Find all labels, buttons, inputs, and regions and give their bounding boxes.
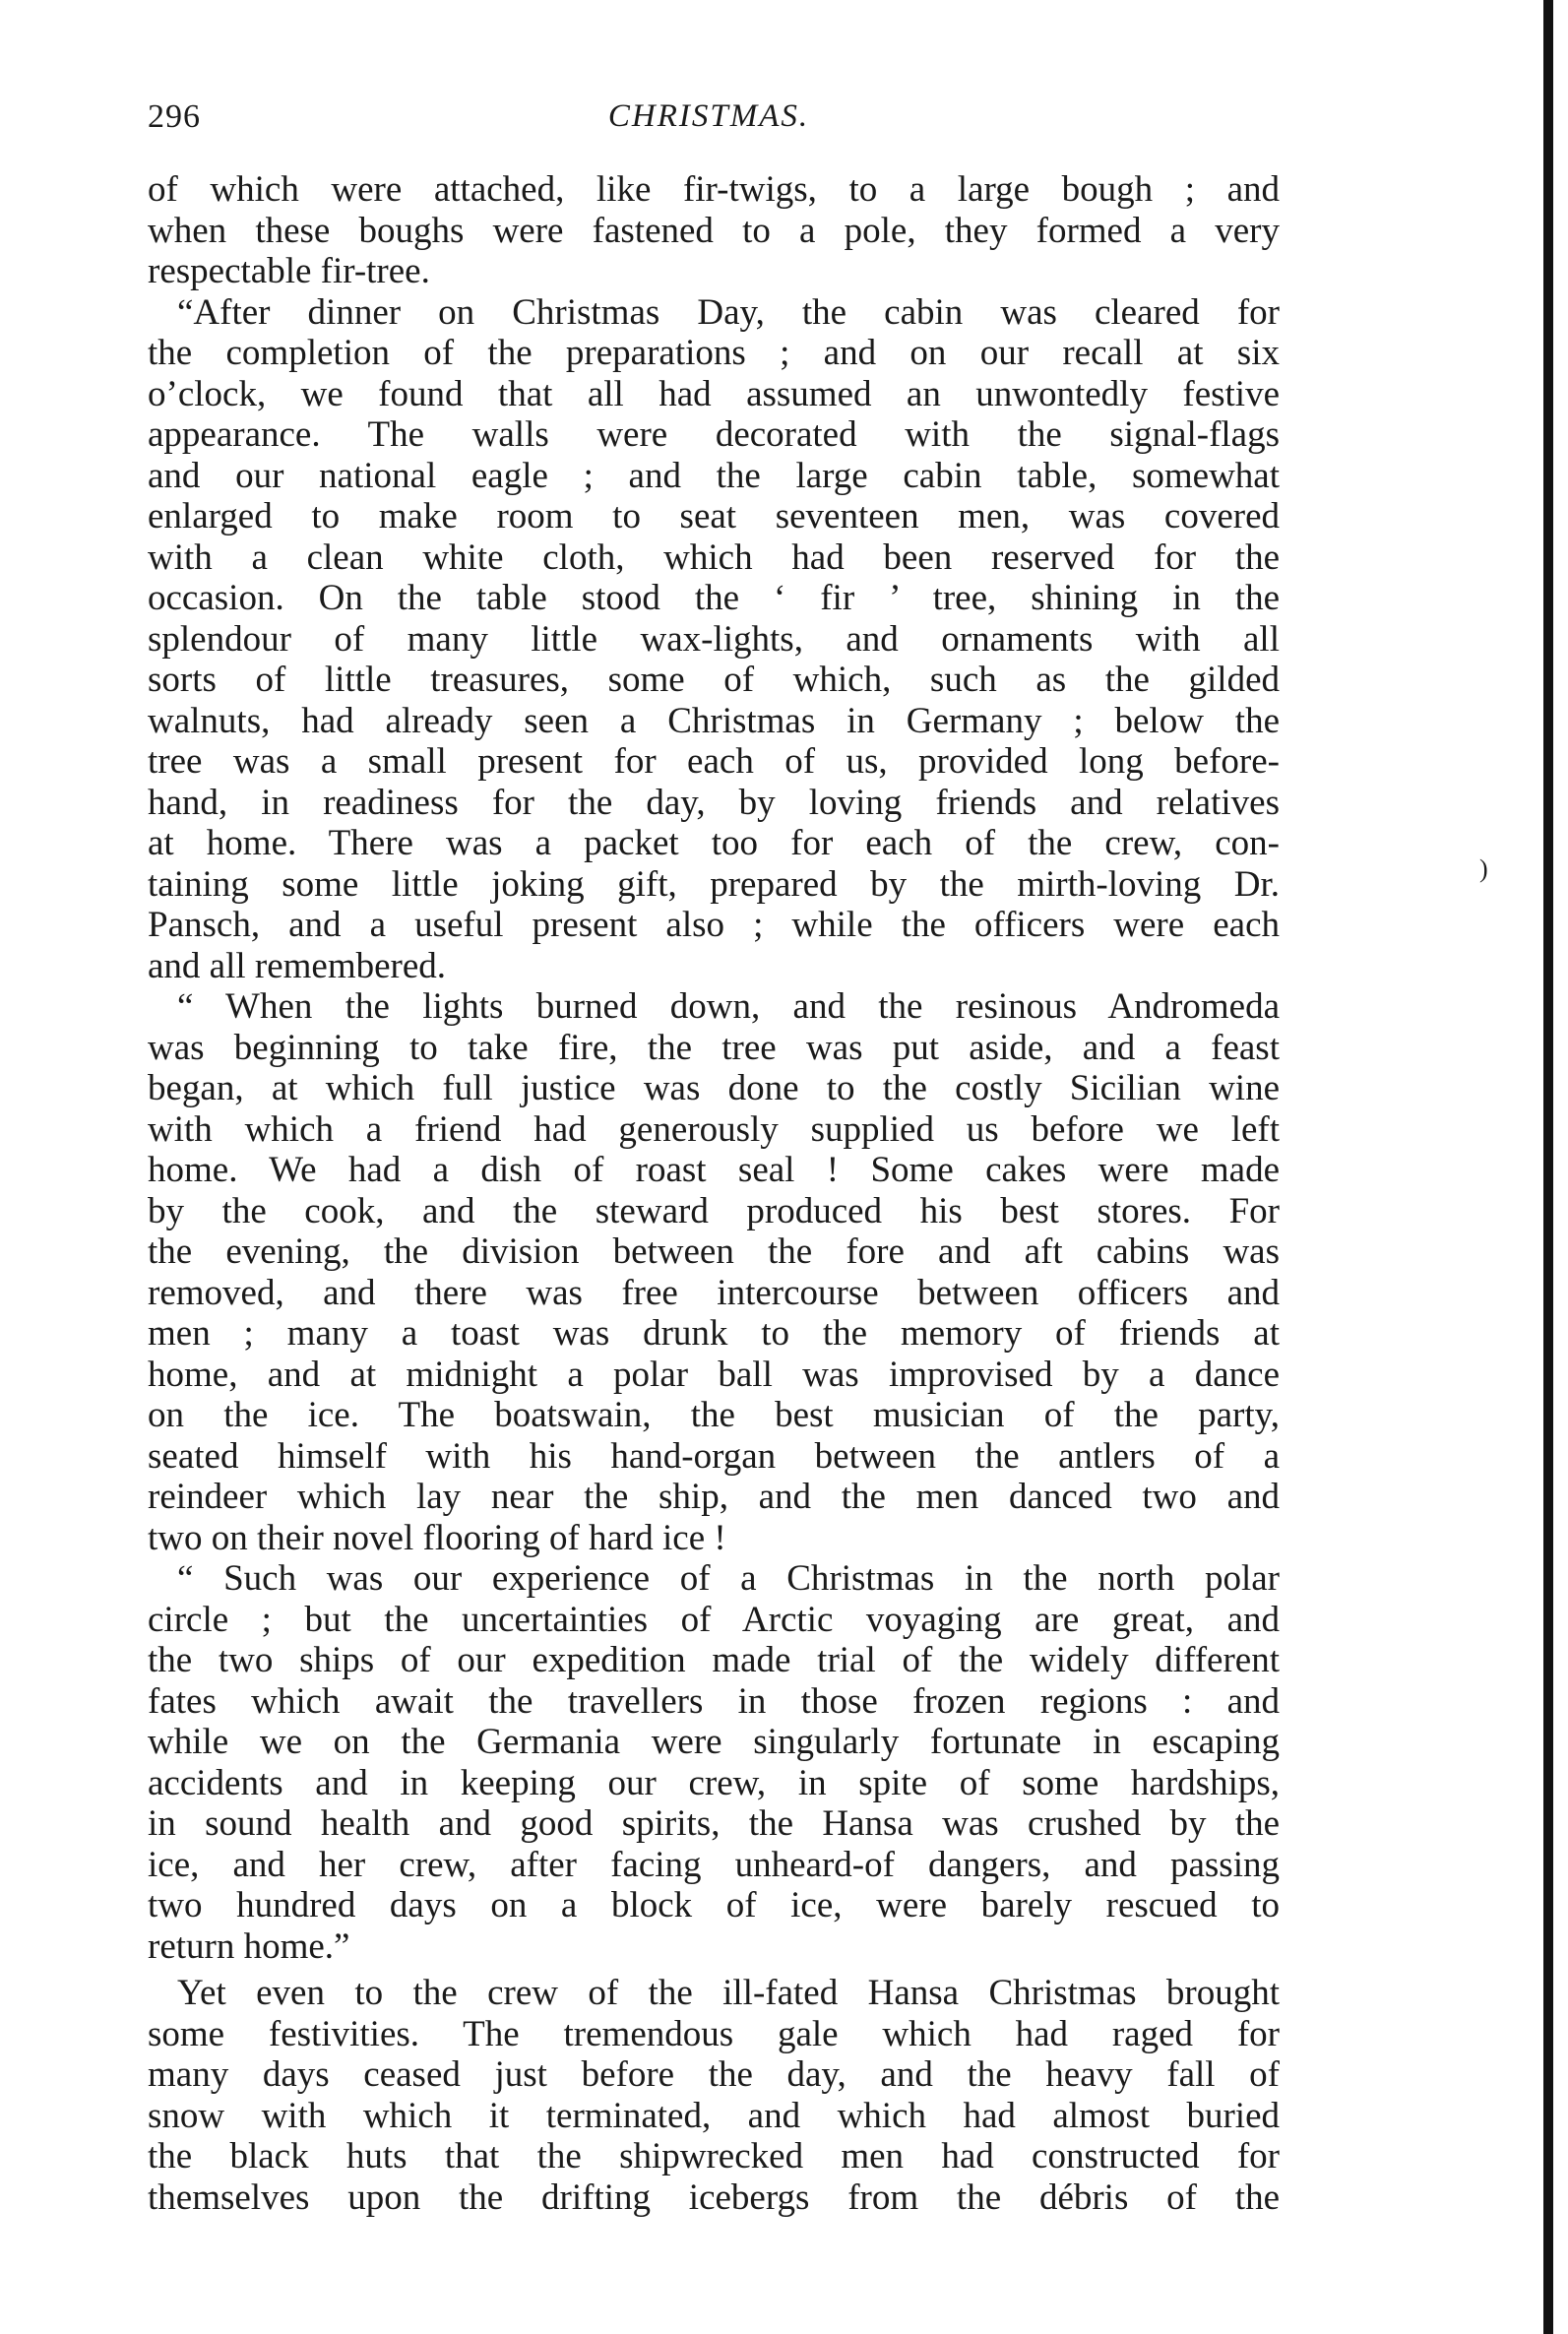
page-binding-edge xyxy=(1543,0,1553,2334)
text-line: removed, and there was free intercourse between officers and xyxy=(148,1272,1280,1313)
text-line: fates which await the travellers in those frozen regions : and xyxy=(148,1680,1280,1722)
text-line: on the ice. The boatswain, the best musician of the party, xyxy=(148,1395,1280,1435)
text-line: hand, in readiness for the day, by loving friends and relatives xyxy=(148,782,1280,823)
text-line: many days ceased just before the day, and the heavy fall of xyxy=(148,2054,1280,2095)
text-line: themselves upon the drifting icebergs from the débris of the xyxy=(148,2176,1280,2218)
text-line: home. We had a dish of roast seal ! Some cakes were made xyxy=(148,1150,1280,1190)
text-line: some festivities. The tremendous gale which had raged for xyxy=(148,2013,1280,2054)
text-line: with which a friend had generously supplied us before we left xyxy=(148,1108,1280,1150)
text-line: accidents and in keeping our crew, in spite of some hardships, xyxy=(148,1762,1280,1803)
text-line: return home.” xyxy=(148,1925,350,1967)
text-line: Pansch, and a useful present also ; while the officers were each xyxy=(148,905,1280,945)
text-line: two on their novel flooring of hard ice ! xyxy=(148,1517,726,1558)
text-line: “ Such was our experience of a Christmas in the north polar xyxy=(177,1558,1280,1599)
text-line: when these boughs were fastened to a pole, they formed a very xyxy=(148,210,1280,251)
text-line: home, and at midnight a polar ball was improvised by a dance xyxy=(148,1354,1280,1395)
text-line: o’clock, we found that all had assumed an unwontedly festive xyxy=(148,373,1280,414)
running-title: CHRISTMAS. xyxy=(607,98,810,134)
text-line: taining some little joking gift, prepared by the mirth-loving Dr. xyxy=(148,863,1280,905)
text-line: two hundred days on a block of ice, were barely rescued to xyxy=(148,1885,1280,1925)
text-line: the black huts that the shipwrecked men had constructed for xyxy=(148,2136,1280,2176)
text-line: at home. There was a packet too for each of the crew, con- xyxy=(148,823,1280,863)
text-line: men ; many a toast was drunk to the memory of friends at xyxy=(148,1313,1280,1354)
text-line: and all remembered. xyxy=(148,945,447,986)
text-line: ice, and her crew, after facing unheard-of dangers, and passing xyxy=(148,1844,1280,1885)
text-line: with a clean white cloth, which had been reserved for the xyxy=(148,536,1280,578)
text-line: and our national eagle ; and the large cabin table, somewhat xyxy=(148,455,1280,496)
text-line: seated himself with his hand-organ between the antlers of a xyxy=(148,1435,1280,1477)
page-number: 296 xyxy=(148,98,201,135)
body-text xyxy=(148,169,1280,2218)
text-line: respectable fir-tree. xyxy=(148,251,430,291)
text-line: enlarged to make room to seat seventeen men, was covered xyxy=(148,496,1280,536)
text-line: tree was a small present for each of us, provided long before- xyxy=(148,741,1280,782)
text-line: the completion of the preparations ; and on our recall at six xyxy=(148,333,1280,373)
text-line: began, at which full justice was done to the costly Sicilian wine xyxy=(148,1068,1280,1108)
text-line: “After dinner on Christmas Day, the cabin was cleared for xyxy=(177,291,1280,333)
text-line: Yet even to the crew of the ill-fated Hansa Christmas brought xyxy=(177,1973,1280,2013)
text-line: of which were attached, like fir-twigs, to a large bough ; and xyxy=(148,169,1280,210)
text-line: “ When the lights burned down, and the resinous Andromeda xyxy=(177,986,1280,1027)
text-line: walnuts, had already seen a Christmas in Germany ; below the xyxy=(148,700,1280,741)
text-line: while we on the Germania were singularly fortunate in escaping xyxy=(148,1722,1280,1762)
text-line: occasion. On the table stood the ‘ fir ’ tree, shining in the xyxy=(148,578,1280,618)
text-line: was beginning to take fire, the tree was put aside, and a feast xyxy=(148,1027,1280,1068)
margin-mark: ) xyxy=(1479,854,1488,883)
text-line: splendour of many little wax-lights, and ornaments with all xyxy=(148,618,1280,660)
text-line: circle ; but the uncertainties of Arctic voyaging are great, and xyxy=(148,1599,1280,1640)
text-line: sorts of little treasures, some of which, such as the gilded xyxy=(148,660,1280,700)
text-line: in sound health and good spirits, the Hansa was crushed by the xyxy=(148,1803,1280,1844)
text-line: the evening, the division between the fore and aft cabins was xyxy=(148,1231,1280,1272)
text-line: reindeer which lay near the ship, and the men danced two and xyxy=(148,1477,1280,1517)
text-line: by the cook, and the steward produced his best stores. For xyxy=(148,1190,1280,1231)
text-line: the two ships of our expedition made trial of the widely different xyxy=(148,1640,1280,1680)
text-line: snow with which it terminated, and which had almost buried xyxy=(148,2095,1280,2136)
text-line: appearance. The walls were decorated with the signal-flags xyxy=(148,414,1280,455)
page-header xyxy=(148,98,1270,148)
